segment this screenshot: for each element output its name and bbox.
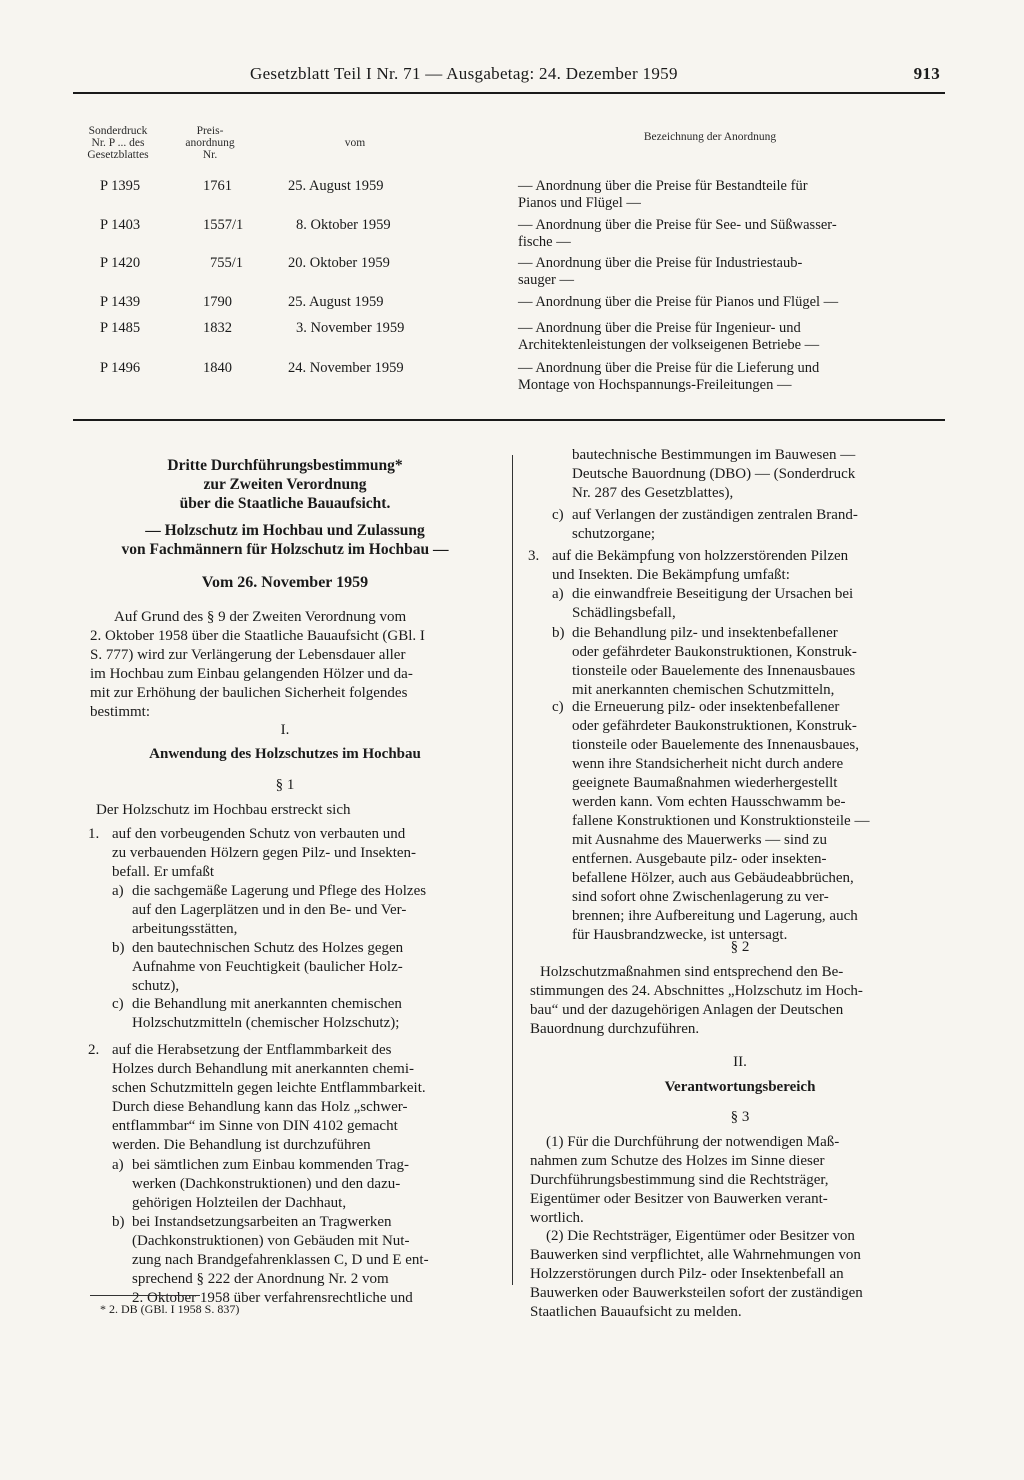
preamble: Auf Grund des § 9 der Zweiten Verordnung vom 2. Oktober 1958 über die Staatliche Bauaufsicht (GBl. I S. 777) wird zur Verlängerung der Lebensdauer aller im Hochbau zum Einbau gelangenden Hölzer und da- mit zur Erhöhung der baulichen Sicherheit folgendes bestimmt:	[90, 609, 425, 720]
item-2a: a) bei sämtlichen zum Einbau kommenden Trag- werken (Dachkonstruktionen) und den dazu- gehörigen Holzteilen der Dachhaut,	[112, 1157, 410, 1211]
item-3: 3. auf die Bekämpfung von holzzerstörenden Pilzen und Insekten. Die Bekämpfung umfaßt:	[528, 548, 849, 583]
table-bottom-rule	[73, 419, 945, 421]
document-date: Vom 26. November 1959	[201, 574, 369, 591]
item-2b: b) bei Instandsetzungsarbeiten an Tragwerken (Dachkonstruktionen) von Gebäuden mit Nut- zung nach Brandgefahrenklassen C, D und E ent- sprechend § 222 der Anordnung Nr. 2 vom 2. Oktober 1958 über verfahrensrechtliche und	[112, 1214, 429, 1306]
page-number: 913	[913, 64, 940, 83]
th-vom: vom	[344, 137, 366, 149]
gazette-page: Gesetzblatt Teil I Nr. 71 — Ausgabetag: 24. Dezember 1959 913 Sonderdruck Nr. P ... des Gesetzblattes Preis- anordnung Nr. vom Bezeichnung der Anordnung P 1395 1761 25. August 1959 — Anordnung über die Preise für Bestandteile für Pianos und Flügel — P 1403 1557/1 8. Oktober 1959 — Anordnung über die Preise für See- und Süßwasser- fische — P 1420 755/1 20. Oktober 1959 — Anordnung über die Preise für Industriestaub- sauger — P 1439 1790 25. August 1959 — Anordnung über die Preise für Pianos und Flügel — P 1485 1832 3. November 1959 — Anordnung über die Preise für Ingenieur- und Architektenleistungen der volkseigenen Betriebe — P 1496 1840 24. November 1959 — Anordnung über die Preise für die Lieferung und Montage von Hochspannungs-Freileitungen — Dritte Durchführungsbestimmung* zur Zweiten Verordnung über die Staatliche Bauaufsicht. — Holzschutz im Hochbau und Zulassung von Fachmännern für Holzschutz im Hochbau — Vom 26. November 1959 Auf Grund des § 9 der Zweiten Verordnung vom 2. Oktober 1958 über die Staatliche Bauaufsicht (GBl. I S. 777) wird zur Verlängerung der Lebensdauer aller im Hochbau zum Einbau gelangenden Hölzer und da- mit zur Erhöhung der baulichen Sicherheit folgendes bestimmt: I. Anwendung des Holzschutzes im Hochbau § 1 Der Holzschutz im Hochbau erstreckt sich 1. auf den vorbeugenden Schutz von verbauten und zu verbauenden Hölzern gegen Pilz- und Insekten- befall. Er umfaßt a) die sachgemäße Lagerung und Pflege des Holzes auf den Lagerplätzen und in den Be- und Ver- arbeitungsstätten, b) den bautechnischen Schutz des Holzes gegen Aufnahme von Feuchtigkeit (baulicher Holz- schutz), c) die Behandlung mit anerkannten chemischen Holzschutzmitteln (chemischer Holzschutz); 2. auf die Herabsetzung der Entflammbarkeit des Holzes durch Behandlung mit anerkannten chemi- schen Schutzmitteln gegen leichte Entflammbarkeit. Durch diese Behandlung kann das Holz „schwer- entflammbar“ im Sinne von DIN 4102 gemacht werden. Die Behandlung ist durchzuführen a) bei sämtlichen zum Einbau kommenden Trag- werken (Dachkonstruktionen) und den dazu- gehörigen Holzteilen der Dachhaut, b) bei Instandsetzungsarbeiten an Tragwerken (Dachkonstruktionen) von Gebäuden mit Nut- zung nach Brandgefahrenklassen C, D und E ent- sprechend § 222 der Anordnung Nr. 2 vom 2. Oktober 1958 über verfahrensrechtliche und * 2. DB (GBl. I 1958 S. 837) bautechnische Bestimmungen im Bauwesen — Deutsche Bauordnung (DBO) — (Sonderdruck Nr. 287 des Gesetzblattes), c) auf Verlangen der zuständigen zentralen Brand- schutzorgane; 3. auf die Bekämpfung von holzzerstörenden Pilzen und Insekten. Die Bekämpfung umfaßt: a) die einwandfreie Beseitigung der Ursachen bei Schädlingsbefall, b) die Behandlung pilz- und insektenbefallener oder gefährdeter Baukonstruktionen, Konstruk- tionsteile oder Bauelemente des Innenausbaues mit anerkannten chemischen Schutzmitteln, c) die Erneuerung pilz- oder insektenbefallener oder gefährdeter Baukonstruktionen, Konstruk- tionsteile oder Bauelemente des Innenausbaues, wenn ihre Standsicherheit nicht durch andere geeignete Baumaßnahmen wiederhergestellt werden kann. Vom echten Hausschwamm be- fallene Konstruktionen und Konstruktionsteile — mit Ausnahme des Mauerwerks — sind zu entfernen. Ausgebaute pilz- oder insekten- befallene Hölzer, auch aus Gebäudeabbrüchen, sind sofort ohne Zwischenlagerung zu ver- brennen; ihre Aufbereitung und Lagerung, auch für Hausbrandzwecke, ist untersagt. § 2 Holzschutzmaßnahmen sind entsprechend den Be- stimmungen des 24. Abschnittes „Holzschutz im Hoch- bau“ und der dazugehörigen Anlagen der Deutschen Bauordnung durchzuführen. II. Verantwortungsbereich § 3 (1) Für die Durchführung der notwendigen Maß- nahmen zum Schutze des Holzes im Sinne dieser Durchführungsbestimmung sind die Rechtsträger, Eigentümer oder Besitzer von Bauwerken verant- wortlich. (2) Die Rechtsträger, Eigentümer oder Besitzer von Bauwerken sind verpflichtet, alle Wahrnehmungen von Holzzerstörungen durch Pilz- oder Insektenbefall an Bauwerken oder Bauwerksteilen sofort der zuständigen Staatlichen Bauaufsicht zu melden.	[0, 0, 1024, 1480]
item-2c: c) auf Verlangen der zuständigen zentralen Brand- schutzorgane;	[552, 507, 858, 542]
item-3b: b) die Behandlung pilz- und insektenbefallener oder gefährdeter Baukonstruktionen, Konstruk- tionsteile oder Bauelemente des Innenausbaues mit anerkannten chemischen Schutzmitteln,	[552, 625, 857, 698]
document-title: Dritte Durchführungsbestimmung* zur Zweiten Verordnung über die Staatliche Bauaufsicht.	[167, 457, 403, 512]
p1-intro: Der Holzschutz im Hochbau erstreckt sich	[96, 802, 351, 818]
item-2b-continued: bautechnische Bestimmungen im Bauwesen — Deutsche Bauordnung (DBO) — (Sonderdruck Nr. 287 des Gesetzblattes),	[572, 447, 856, 501]
item-1b: b) den bautechnischen Schutz des Holzes gegen Aufnahme von Feuchtigkeit (baulicher Holz- schutz),	[112, 940, 404, 994]
section-number-2: II.	[733, 1054, 747, 1070]
footnote: * 2. DB (GBl. I 1958 S. 837)	[100, 1302, 240, 1316]
paragraph-2-heading: § 2	[730, 939, 750, 955]
item-1c: c) die Behandlung mit anerkannten chemischen Holzschutzmitteln (chemischer Holzschutz);	[112, 996, 402, 1031]
item-1: 1. auf den vorbeugenden Schutz von verbauten und zu verbauenden Hölzern gegen Pilz- und Insekten- befall. Er umfaßt	[88, 826, 417, 880]
paragraph-2-text: Holzschutzmaßnahmen sind entsprechend den Be- stimmungen des 24. Abschnittes „Holzschutz im Hoch- bau“ und der dazugehörigen Anlagen der Deutschen Bauordnung durchzuführen.	[530, 964, 863, 1037]
header-title: Gesetzblatt Teil I Nr. 71 — Ausgabetag: 24. Dezember 1959	[250, 64, 678, 83]
footnote-rule	[90, 1295, 200, 1296]
section-title-2: Verantwortungsbereich	[664, 1079, 816, 1095]
column-divider	[512, 455, 513, 1285]
paragraph-1-heading: § 1	[275, 777, 295, 793]
section-number-1: I.	[280, 722, 290, 738]
paragraph-3-2: (2) Die Rechtsträger, Eigentümer oder Besitzer von Bauwerken sind verpflichtet, alle Wahrnehmungen von Holzzerstörungen durch Pilz- oder Insektenbefall an Bauwerken oder Bauwerksteilen sofort der zuständigen Staatlichen Bauaufsicht zu melden.	[530, 1228, 863, 1320]
header-rule	[73, 92, 945, 94]
paragraph-3-heading: § 3	[730, 1109, 750, 1125]
page-header	[250, 64, 940, 90]
section-title-1: Anwendung des Holzschutzes im Hochbau	[149, 746, 421, 762]
item-3c: c) die Erneuerung pilz- oder insektenbefallener oder gefährdeter Baukonstruktionen, Konstruk- tionsteile oder Bauelemente des Innenausbaues, wenn ihre Standsicherheit nicht durch andere geeignete Baumaßnahmen wiederhergestellt werden kann. Vom echten Hausschwamm be- fallene Konstruktionen und Konstruktionsteile — mit Ausnahme des Mauerwerks — sind zu entfernen. Ausgebaute pilz- oder insekten- befallene Hölzer, auch aus Gebäudeabbrüchen, sind sofort ohne Zwischenlagerung zu ver- brennen; ihre Aufbereitung und Lagerung, auch für Hausbrandzwecke, ist untersagt.	[552, 699, 870, 943]
th-preisanordnung: Preis- anordnung Nr.	[185, 125, 235, 161]
item-2: 2. auf die Herabsetzung der Entflammbarkeit des Holzes durch Behandlung mit anerkannten chemi- schen Schutzmitteln gegen leichte Entflammbarkeit. Durch diese Behandlung kann das Holz „schwer- entflammbar“ im Sinne von DIN 4102 gemacht werden. Die Behandlung ist durchzuführen	[88, 1042, 426, 1153]
th-bezeichnung: Bezeichnung der Anordnung	[643, 131, 777, 143]
item-1a: a) die sachgemäße Lagerung und Pflege des Holzes auf den Lagerplätzen und in den Be- und Ver- arbeitungsstätten,	[112, 883, 427, 937]
document-subtitle: — Holzschutz im Hochbau und Zulassung von Fachmännern für Holzschutz im Hochbau —	[121, 522, 449, 558]
paragraph-3-1: (1) Für die Durchführung der notwendigen Maß- nahmen zum Schutze des Holzes im Sinne dieser Durchführungsbestimmung sind die Rechtsträger, Eigentümer oder Besitzer von Bauwerken verant- wortlich.	[530, 1134, 840, 1226]
th-sonderdruck: Sonderdruck Nr. P ... des Gesetzblattes	[87, 125, 149, 161]
item-3a: a) die einwandfreie Beseitigung der Ursachen bei Schädlingsbefall,	[552, 586, 854, 621]
